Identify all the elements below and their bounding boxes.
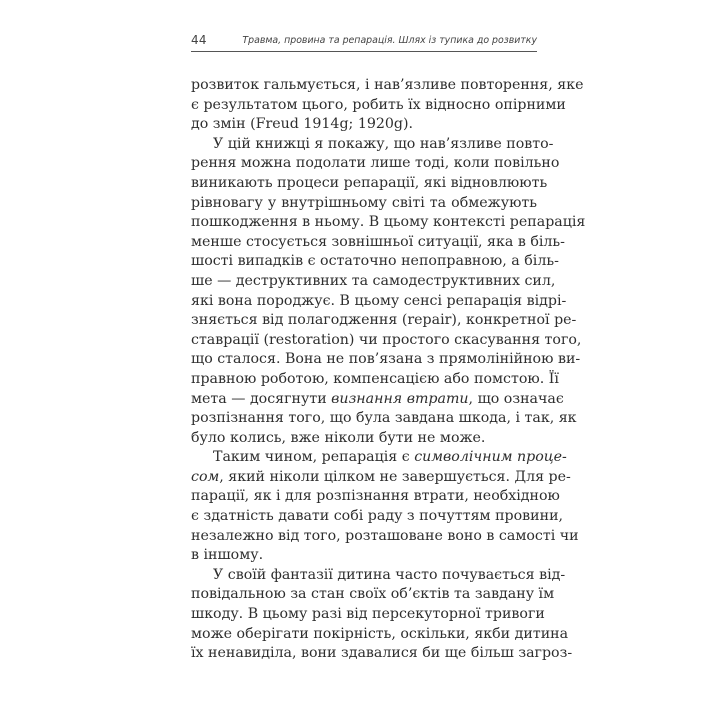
text-line: шості випадків є остаточно непоправною, а біль- [191, 253, 559, 270]
emphasized-text: визнання втрати [331, 390, 469, 407]
text-segment: мета — досягнути [191, 390, 332, 407]
text-line: може оберігати покірність, оскільки, якби дитина [191, 625, 569, 642]
text-line: повідальною за стан своїх об’єктів та завдану їм [191, 586, 555, 603]
text-line: які вона породжує. В цьому сенсі репарація відрі- [191, 292, 567, 309]
text-line: незалежно від того, розташоване воно в самості чи [191, 527, 579, 544]
text-segment: Таким чином, репарація є [213, 449, 415, 466]
emphasized-text: сом [191, 468, 220, 485]
text-line: рення можна подолати лише тоді, коли повільно [191, 155, 560, 172]
book-title: Травма, провина та репарація. Шлях із тупика до розвитку [242, 35, 537, 46]
text-line: до змін (Freud 1914g; 1920g). [191, 116, 414, 133]
text-line: було колись, вже ніколи бути не може. [191, 429, 486, 446]
text-line-with-emphasis [191, 468, 571, 488]
text-line: парації, як і для розпізнання втрати, необхідною [191, 488, 560, 505]
text-line: менше стосується зовнішньої ситуації, яка в біль- [191, 233, 565, 250]
text-line: їх ненавиділа, вони здавалися би ще більш загроз- [191, 645, 573, 662]
text-line: виникають процеси репарації, які відновлюють [191, 174, 548, 191]
text-line: є результатом цього, робить їх відносно опірними [191, 96, 566, 113]
paragraph-start-line: У своїй фантазії дитина часто почувається від- [213, 566, 566, 583]
text-line: пошкодження в ньому. В цьому контексті репарація [191, 214, 586, 231]
text-line: розвиток гальмується, і нав’язливе повторення, яке [191, 77, 584, 93]
emphasized-text: символічним проце- [414, 449, 567, 466]
text-segment: , що означає [468, 390, 564, 407]
text-line: правною роботою, компенсацією або помстою. Її [191, 370, 559, 387]
text-line: в іншому. [191, 547, 264, 564]
text-line: розпізнання того, що була завдана шкода, і так, як [191, 410, 577, 427]
body-text [191, 76, 586, 664]
text-line-with-emphasis [191, 390, 564, 410]
text-line: зняється від полагодження (repair), конкретної ре- [191, 312, 577, 329]
text-line: що сталося. Вона не пов’язана з прямолінійною ви- [191, 351, 581, 368]
text-line: є здатність давати собі раду з почуттям провини, [191, 508, 564, 525]
paragraph-start-line [191, 448, 567, 468]
text-line: ставрації (restoration) чи простого скасування того, [191, 331, 582, 348]
text-line: рівновагу у внутрішньому світі та обмежують [191, 194, 537, 211]
running-header [191, 33, 537, 52]
page-number: 44 [191, 33, 207, 47]
text-line: ше — деструктивних та самодеструктивних сил, [191, 272, 556, 289]
text-line: шкоду. В цьому разі від персекуторної тривоги [191, 606, 545, 623]
paragraph-start-line: У цій книжці я покажу, що нав’язливе повто- [213, 135, 554, 152]
text-segment: , який ніколи цілком не завершується. Для ре- [219, 468, 571, 485]
